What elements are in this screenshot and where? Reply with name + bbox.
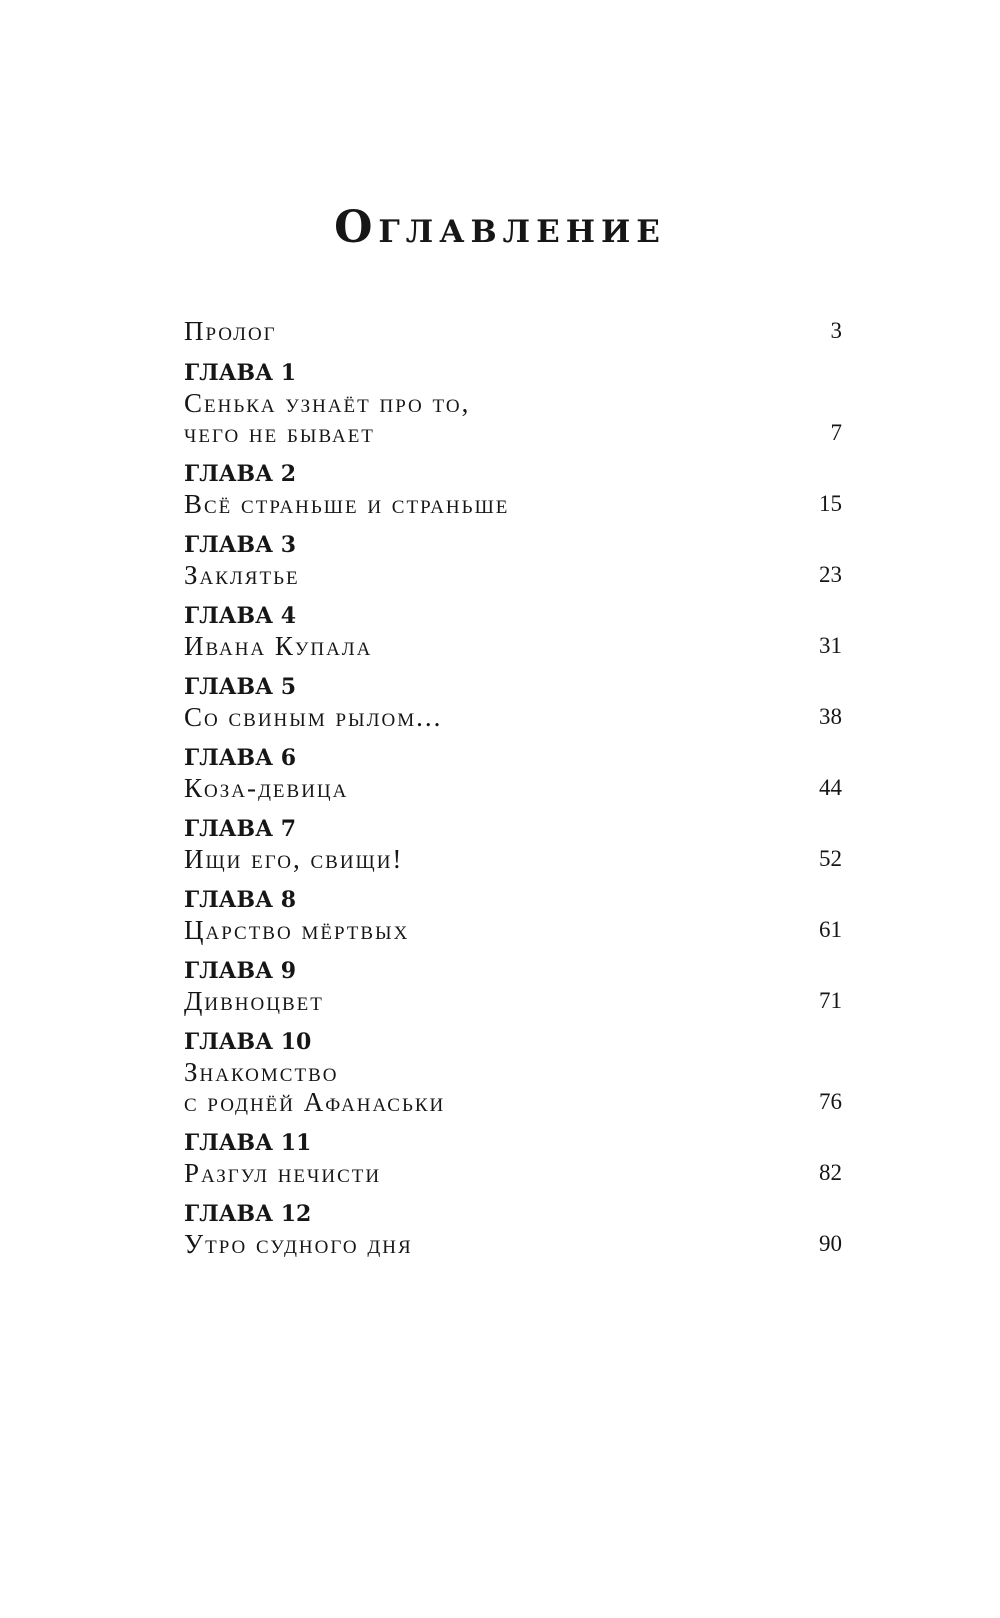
toc-entry-prologue bbox=[184, 316, 842, 346]
toc-entry-chapter-4 bbox=[184, 601, 842, 661]
entry-title-line: Дивноцвет bbox=[184, 986, 324, 1016]
page-number: 61 bbox=[819, 917, 842, 942]
page-number: 15 bbox=[819, 491, 842, 516]
entry-title-line: Царство мёртвых bbox=[184, 915, 410, 945]
entry-title bbox=[184, 773, 744, 803]
page-number: 90 bbox=[819, 1231, 842, 1256]
toc-entry-chapter-3 bbox=[184, 530, 842, 590]
chapter-label: ГЛАВА 2 bbox=[184, 461, 297, 487]
entry-title bbox=[184, 915, 744, 945]
entry-title-line: Со свиным рылом... bbox=[184, 702, 443, 732]
toc-entry-chapter-6 bbox=[184, 743, 842, 803]
page-number: 38 bbox=[819, 704, 842, 729]
toc-entry-chapter-8 bbox=[184, 885, 842, 945]
toc-entry-chapter-7 bbox=[184, 814, 842, 874]
entry-title-line: Сенька узнаёт про то, bbox=[184, 388, 471, 418]
page-number: 7 bbox=[830, 420, 842, 445]
toc-entry-chapter-5 bbox=[184, 672, 842, 732]
entry-title-line: с роднёй Афанаськи bbox=[184, 1087, 446, 1117]
entry-title-line: Коза-девица bbox=[184, 773, 349, 803]
page-number: 23 bbox=[819, 562, 842, 587]
page-title: Оглавление bbox=[334, 202, 666, 253]
page-number: 71 bbox=[819, 988, 842, 1013]
entry-title bbox=[184, 844, 744, 874]
toc-entry-chapter-1 bbox=[184, 358, 842, 448]
entry-title bbox=[184, 560, 744, 590]
entry-title bbox=[184, 1158, 744, 1188]
entry-title-line: чего не бывает bbox=[184, 418, 375, 448]
entry-title-line: Знакомство bbox=[184, 1057, 339, 1087]
entry-title-line: Разгул нечисти bbox=[184, 1158, 382, 1188]
page-number: 3 bbox=[830, 318, 842, 343]
page-number: 76 bbox=[819, 1089, 842, 1114]
chapter-label: ГЛАВА 11 bbox=[184, 1130, 312, 1156]
chapter-label: ГЛАВА 3 bbox=[184, 532, 297, 558]
entry-title bbox=[184, 1229, 744, 1259]
chapter-label: ГЛАВА 7 bbox=[184, 816, 297, 842]
chapter-label: ГЛАВА 12 bbox=[184, 1201, 312, 1227]
entry-title-line: Всё страньше и страньше bbox=[184, 489, 510, 519]
entry-title bbox=[184, 702, 744, 732]
entry-title-line: Утро судного дня bbox=[184, 1229, 413, 1259]
page-number: 31 bbox=[819, 633, 842, 658]
chapter-label: ГЛАВА 5 bbox=[184, 674, 297, 700]
toc-entry-chapter-10 bbox=[184, 1027, 842, 1117]
entry-title-line: Ищи его, свищи! bbox=[184, 844, 404, 874]
chapter-label: ГЛАВА 1 bbox=[184, 360, 297, 386]
page-number: 82 bbox=[819, 1160, 842, 1185]
page-number: 52 bbox=[819, 846, 842, 871]
entry-title bbox=[184, 631, 744, 661]
chapter-label: ГЛАВА 10 bbox=[184, 1029, 312, 1055]
page-number: 44 bbox=[819, 775, 842, 800]
entry-title bbox=[184, 1057, 744, 1117]
chapter-label: ГЛАВА 8 bbox=[184, 887, 297, 913]
chapter-label: ГЛАВА 6 bbox=[184, 745, 297, 771]
entry-title-line: Ивана Купала bbox=[184, 631, 373, 661]
entry-title bbox=[184, 388, 744, 448]
entry-title-line: Заклятье bbox=[184, 560, 300, 590]
toc-entry-chapter-11 bbox=[184, 1128, 842, 1188]
entry-title bbox=[184, 986, 744, 1016]
table-of-contents bbox=[184, 316, 842, 1259]
toc-entry-chapter-9 bbox=[184, 956, 842, 1016]
chapter-label: ГЛАВА 9 bbox=[184, 958, 297, 984]
entry-title-line: Пролог bbox=[184, 316, 277, 346]
toc-entry-chapter-12 bbox=[184, 1199, 842, 1259]
chapter-label: ГЛАВА 4 bbox=[184, 603, 297, 629]
toc-entry-chapter-2 bbox=[184, 459, 842, 519]
entry-title bbox=[184, 316, 744, 346]
entry-title bbox=[184, 489, 744, 519]
